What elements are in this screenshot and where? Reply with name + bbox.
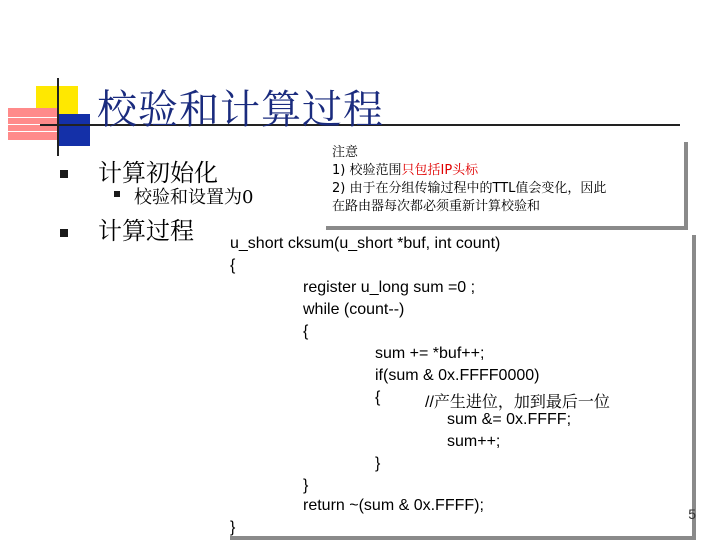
note-line-2: 2) 由于在分组传输过程中的TTL值会变化，因此 <box>332 181 607 196</box>
decor-vertical-line <box>57 78 59 156</box>
bullet-init-sub: 校验和设置为0 <box>134 187 254 208</box>
decor-blue-square <box>58 114 90 146</box>
note-line-3: 在路由器每次都必须重新计算校验和 <box>332 199 541 214</box>
note-line-1 <box>332 162 606 180</box>
bullet-process: 计算过程 <box>98 217 194 245</box>
code-line: } <box>230 519 236 536</box>
bullet-init: 计算初始化 <box>98 159 218 187</box>
code-box <box>226 231 692 536</box>
code-line: } <box>375 455 381 472</box>
page-number: 5 <box>688 506 696 522</box>
code-line: { <box>303 323 309 340</box>
note-line-1-prefix: 1) 校验范围 <box>332 163 402 178</box>
code-line: sum++; <box>447 433 501 450</box>
code-line: if(sum & 0x.FFFF0000) <box>375 367 540 384</box>
note-highlight: 只包括IP头标 <box>401 163 479 178</box>
note-heading: 注意 <box>332 145 359 160</box>
code-line: } <box>303 477 309 494</box>
decor-red-stripe <box>8 131 58 132</box>
bullet-marker <box>60 170 68 178</box>
code-line: { <box>375 389 381 406</box>
code-line: while (count--) <box>303 301 405 318</box>
code-line: return ~(sum & 0x.FFFF); <box>303 497 484 514</box>
slide-title: 校验和计算过程 <box>97 87 384 133</box>
code-line: u_short cksum(u_short *buf, int count) <box>230 235 501 252</box>
code-line: sum &= 0x.FFFF; <box>447 411 572 428</box>
bullet-marker <box>60 229 68 237</box>
code-line: { <box>230 257 236 274</box>
code-comment: //产生进位，加到最后一位 <box>425 394 610 411</box>
sub-bullet-marker <box>114 191 120 197</box>
code-line: sum += *buf++; <box>375 345 485 362</box>
decor-red-stripe <box>8 117 58 118</box>
note-box <box>322 138 684 226</box>
code-line: register u_long sum =0 ; <box>303 279 476 296</box>
